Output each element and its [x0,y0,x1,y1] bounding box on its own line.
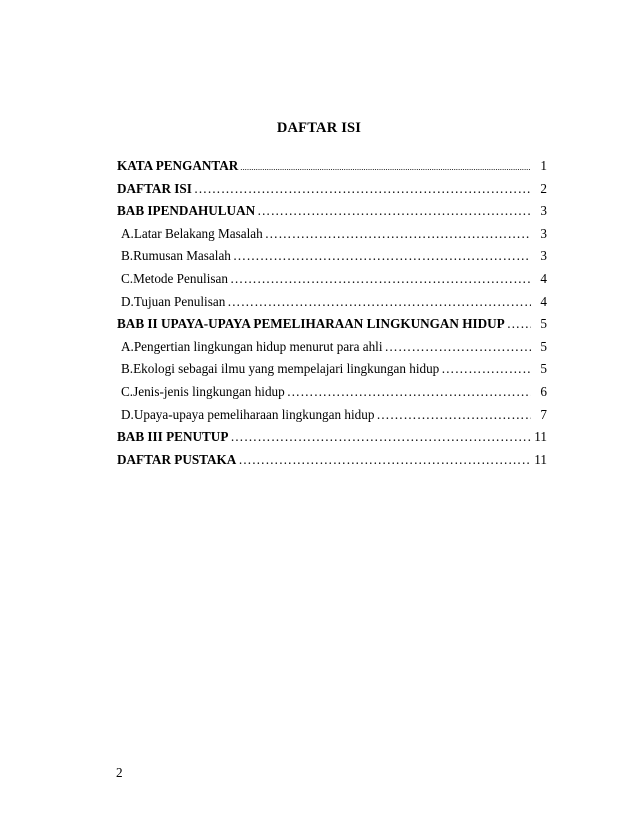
toc-subentry[interactable] [117,294,547,317]
toc-page-number: 11 [534,429,547,445]
toc-entry-kata-pengantar[interactable] [117,158,547,181]
dot-leader [225,294,531,310]
toc-subentry[interactable] [117,248,547,271]
toc-page-number: 5 [540,361,547,377]
toc-entry-daftar-pustaka[interactable] [117,452,547,475]
toc-entry-label: Upaya-upaya pemeliharaan lingkungan hidup [133,406,375,422]
toc-entry-label: Metode Penulisan [133,270,228,286]
toc-entry-label: BAB III PENUTUP [117,429,229,445]
page-number: 2 [116,765,123,780]
toc-entry-label: Pengertian lingkungan hidup menurut para ahli [133,338,383,354]
toc-page-number: 3 [540,203,547,219]
toc-entry-label: Rumusan Masalah [133,248,231,264]
table-of-contents [117,158,547,474]
toc-subentry-letter: D. [121,293,134,309]
dot-leader [228,271,531,287]
toc-subentry-letter: B. [121,248,134,264]
toc-subentry[interactable] [117,407,547,430]
dot-leader [238,158,531,174]
dot-leader [263,226,531,242]
toc-subentry-letter: A. [121,338,134,354]
page-title: DAFTAR ISI [276,120,362,136]
toc-page-number: 7 [540,406,547,422]
dot-leader [285,384,531,400]
toc-page-number: 3 [540,248,547,264]
toc-page-number: 5 [540,338,547,354]
toc-entry-label: Latar Belakang Masalah [133,225,263,241]
toc-entry-label: PENDAHULUAN [152,203,256,219]
dot-leader [374,407,531,423]
toc-subentry[interactable] [117,271,547,294]
toc-entry-label: Ekologi sebagai ilmu yang mempelajari lingkungan hidup [133,361,440,377]
toc-page-number: 11 [534,451,547,467]
toc-entry-bab-2[interactable] [117,316,547,339]
toc-subentry-letter: C. [121,383,134,399]
toc-subentry[interactable] [117,361,547,384]
toc-subentry[interactable] [117,384,547,407]
dot-leader [236,452,531,468]
toc-subentry[interactable] [117,339,547,362]
toc-entry-bab-3[interactable] [117,429,547,452]
dot-leader [439,361,531,377]
toc-entry-label: Tujuan Penulisan [133,293,226,309]
toc-page-number: 5 [540,316,547,332]
toc-subentry-letter: A. [121,225,134,241]
dot-leader [505,316,531,332]
dot-leader [231,248,531,264]
toc-subentry-letter: D. [121,406,134,422]
dot-leader [228,429,531,445]
toc-entry-label: BAB II UPAYA-UPAYA PEMELIHARAAN LINGKUNGAN HIDUP [117,316,505,332]
toc-subentry-letter: B. [121,361,134,377]
toc-entry-label: KATA PENGANTAR [117,158,239,173]
toc-entry-label: DAFTAR ISI [117,180,192,196]
toc-page-number: 4 [540,293,547,309]
dot-leader [192,181,531,197]
toc-page-number: 2 [540,180,547,196]
toc-chapter-number: BAB I [117,203,153,219]
toc-subentry-letter: C. [121,270,134,286]
toc-page-number: 3 [540,225,547,241]
toc-entry-daftar-isi[interactable] [117,181,547,204]
toc-page-number: 4 [540,270,547,286]
dot-leader [255,203,531,219]
toc-entry-label: DAFTAR PUSTAKA [117,451,237,467]
toc-subentry[interactable] [117,226,547,249]
toc-entry-bab-1[interactable] [117,203,547,226]
toc-entry-label: Jenis-jenis lingkungan hidup [133,383,285,399]
dot-leader [383,339,532,355]
toc-page-number: 6 [540,383,547,399]
toc-page-number: 1 [540,158,547,173]
